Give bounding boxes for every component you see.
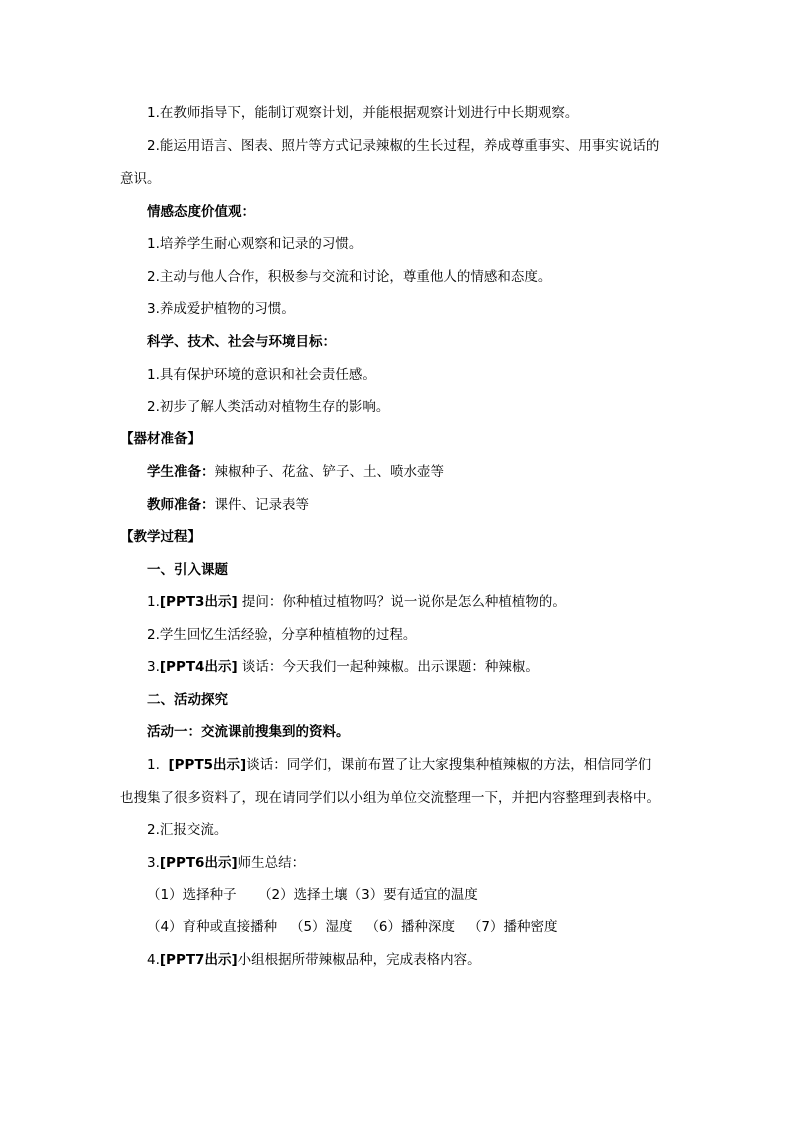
intro-step-3: 3.[PPT4出示] 谈话：今天我们一起种辣椒。出示课题：种辣椒。 bbox=[147, 659, 539, 675]
summary-row-1: （1）选择种子 （2）选择土壤（3）要有适宜的温度 bbox=[147, 887, 478, 903]
section-heading-sts: 科学、技术、社会与环境目标： bbox=[147, 334, 336, 350]
attitude-line-2: 2.主动与他人合作，积极参与交流和讨论，尊重他人的情感和态度。 bbox=[147, 269, 552, 285]
sts-line-1: 1.具有保护环境的意识和社会责任感。 bbox=[147, 367, 376, 383]
objective-line-1: 1.在教师指导下，能制订观察计划，并能根据观察计划进行中长期观察。 bbox=[147, 105, 579, 121]
sts-line-2: 2.初步了解人类活动对植物生存的影响。 bbox=[147, 399, 390, 415]
intro-step-1: 1.[PPT3出示] 提问：你种植过植物吗？说一说你是怎么种植植物的。 bbox=[147, 594, 566, 610]
activity-step-2: 2.汇报交流。 bbox=[147, 822, 228, 838]
activity-step-4: 4.[PPT7出示]小组根据所带辣椒品种，完成表格内容。 bbox=[147, 952, 481, 968]
attitude-line-3: 3.养成爱护植物的习惯。 bbox=[147, 301, 295, 317]
subheading-inquiry: 二、活动探究 bbox=[147, 692, 228, 708]
activity-step-3: 3.[PPT6出示]师生总结： bbox=[147, 855, 306, 871]
attitude-line-1: 1.培养学生耐心观察和记录的习惯。 bbox=[147, 236, 363, 252]
objective-line-2: 2.能运用语言、图表、照片等方式记录辣椒的生长过程，养成尊重事实、用事实说话的 bbox=[147, 138, 660, 154]
activity-step-1: 1. [PPT5出示]谈话：同学们，课前布置了让大家搜集种植辣椒的方法，相信同学们 bbox=[147, 757, 652, 773]
section-heading-attitude: 情感态度价值观： bbox=[147, 204, 255, 220]
objective-line-2-continued: 意识。 bbox=[120, 171, 161, 187]
summary-row-2: （4）育种或直接播种 （5）湿度 （6）播种深度 （7）播种密度 bbox=[147, 919, 558, 935]
materials-student: 学生准备：辣椒种子、花盆、铲子、土、喷水壶等 bbox=[147, 464, 444, 480]
subheading-introduction: 一、引入课题 bbox=[147, 562, 228, 578]
materials-teacher: 教师准备：课件、记录表等 bbox=[147, 497, 309, 513]
section-heading-process: 【教学过程】 bbox=[120, 529, 201, 545]
section-heading-materials: 【器材准备】 bbox=[120, 431, 201, 447]
activity-step-1-continued: 也搜集了很多资料了，现在请同学们以小组为单位交流整理一下，并把内容整理到表格中。 bbox=[120, 790, 660, 806]
activity-one-heading: 活动一：交流课前搜集到的资料。 bbox=[147, 724, 350, 740]
intro-step-2: 2.学生回忆生活经验，分享种植植物的过程。 bbox=[147, 627, 417, 643]
